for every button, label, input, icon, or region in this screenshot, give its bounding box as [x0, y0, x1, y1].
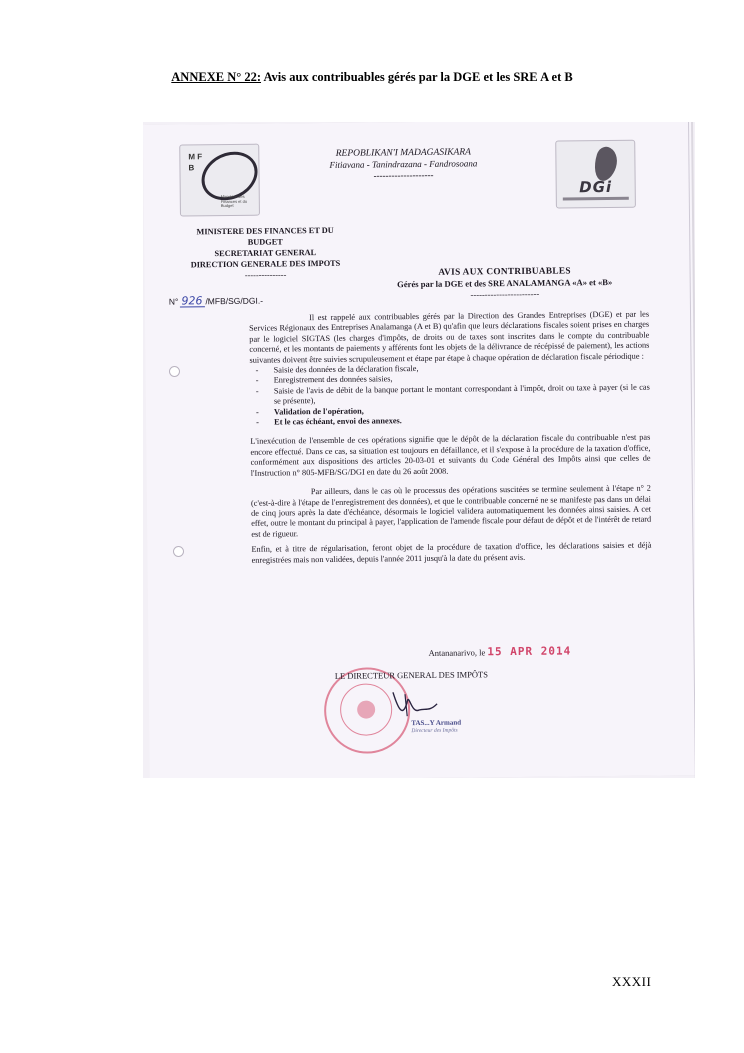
signatory-name: [411, 719, 461, 728]
notice-title: AVIS AUX CONTRIBUABLES: [438, 266, 571, 278]
paragraph-regularisation: Enfin, et à titre de régularisation, feront objet de la procédure de taxation d'office, les déclarations saisies et déjà enregistrées mais non validées, depuis l'année 2011 jusqu'à la date du présent avis.: [251, 540, 652, 565]
steps-list: [250, 362, 651, 429]
notice-body: [249, 310, 652, 566]
director-title: LE DIRECTEUR GENERAL DES IMPÔTS: [334, 669, 488, 681]
ministry-divider: ---------------: [244, 270, 287, 280]
list-item: - Saisie des données de la déclaration fiscale,: [250, 362, 650, 377]
mfb-subtitle: Ministère des Finances et du Budget: [220, 193, 248, 209]
annex-title: Avis aux contribuables gérés par la DGE et les SRE A et B: [261, 70, 573, 84]
ministry-line: MINISTERE DES FINANCES ET DU: [196, 225, 334, 237]
seal-core: [357, 700, 375, 718]
dgi-mark: DGi: [579, 177, 613, 197]
paper-edge: [688, 122, 695, 778]
list-item: - Enregistrement des données saisies,: [250, 372, 650, 387]
republic-divider: --------------------: [373, 169, 434, 181]
page-number: XXXII: [612, 974, 652, 989]
mfb-logo: [179, 144, 260, 217]
republic-name: REPOBLIKAN'I MADAGASIKARA: [335, 147, 472, 159]
paragraph-step2: Par ailleurs, dans le cas où le processus des opérations suscitées se termine seulement à l'étape n° 2 (c'est-à-dire à l'étape de l'enregistrement des données), et que le contribuable concerné ne se manifeste pas dans un délai de cinq jours après la date d'échéance, désormais le logiciel validera automatiquement les données ainsi saisies. A cet effet, outre le montant du principal à payer, l'application de l'amende fiscale pour défaut de dépôt et de l'intérêt de retard est de rigueur.: [250, 483, 652, 539]
punch-hole: [169, 366, 180, 377]
signatory-name-main: Armand: [435, 718, 462, 727]
signatory-role: Directeur des Impôts: [411, 727, 458, 735]
signature-icon: [385, 682, 445, 723]
list-item: - Et le cas échéant, envoi des annexes.: [250, 414, 650, 429]
place-label: Antananarivo, le: [428, 647, 486, 658]
scanned-document: [143, 122, 695, 778]
paragraph-intro: Il est rappelé aux contribuables gérés par la Direction des Grandes Entreprises (DGE) et par les Services Régionaux des Entreprises Analamanga (A et B) qu'afin que leurs déclarations fiscales soient prises en charges par le logiciel SIGTAS (les charges d'impôts, de droits ou de taxes sont inscrites dans le compte du contribuable concerné, et les montants de paiements y afférents font les objets de la délivrance de récépissé de paiement), les actions suivantes doivent être suivies scrupuleusement et étape par étape à chaque opération de déclaration fiscale périodique :: [249, 309, 650, 365]
ref-prefix: N°: [168, 296, 179, 307]
ref-handwritten-number: 926: [181, 294, 203, 308]
ministry-line: DIRECTION GENERALE DES IMPOTS: [190, 258, 341, 270]
signatory-name-prefix: TAS...Y: [411, 718, 435, 728]
annex-label: ANNEXE N° 22:: [171, 70, 262, 84]
date-stamp: 15 APR 2014: [487, 644, 572, 659]
list-item: - Validation de l'opération,: [250, 403, 650, 418]
dgi-logo: [555, 140, 636, 209]
ministry-block: [170, 225, 361, 282]
mfb-letters: M F B: [188, 152, 203, 173]
ministry-line: SECRETARIAT GENERAL: [214, 248, 317, 259]
republic-header: [323, 147, 483, 182]
paragraph-default: L'inexécution de l'ensemble de ces opérations signifie que le dépôt de la déclaration fiscale du contribuable n'est pas encore effectué. Dans ce cas, sa situation est toujours en défaillance, et il s'expose à la procédure de la taxation d'office, conformément aux dispositions des articles 20-03-01 et suivants du Code Général des Impôts ainsi que celles de l'Instruction n° 805-MFB/SG/DGI en date du 26 août 2008.: [250, 433, 651, 478]
annex-heading: [0, 70, 744, 85]
notice-title-block: [359, 266, 651, 302]
ministry-line: BUDGET: [247, 237, 283, 247]
reference-number: [169, 296, 263, 308]
list-item: - Saisie de l'avis de débit de la banque portant le montant correspondant à l'impôt, droit ou taxe à payer (si le cas se présente),: [250, 382, 650, 407]
document-sheet: [143, 122, 695, 778]
punch-hole: [173, 546, 184, 557]
notice-divider: ------------------------: [470, 288, 540, 300]
notice-subtitle: Gérés par la DGE et des SRE ANALAMANGA «A» et «B»: [397, 276, 613, 290]
ref-suffix: /MFB/SG/DGI.-: [205, 295, 264, 307]
date-line: [428, 644, 571, 658]
dgi-subtitle-bar: [563, 197, 629, 201]
republic-motto: Fitiavana - Tanindrazana - Fandrosoana: [329, 158, 478, 170]
